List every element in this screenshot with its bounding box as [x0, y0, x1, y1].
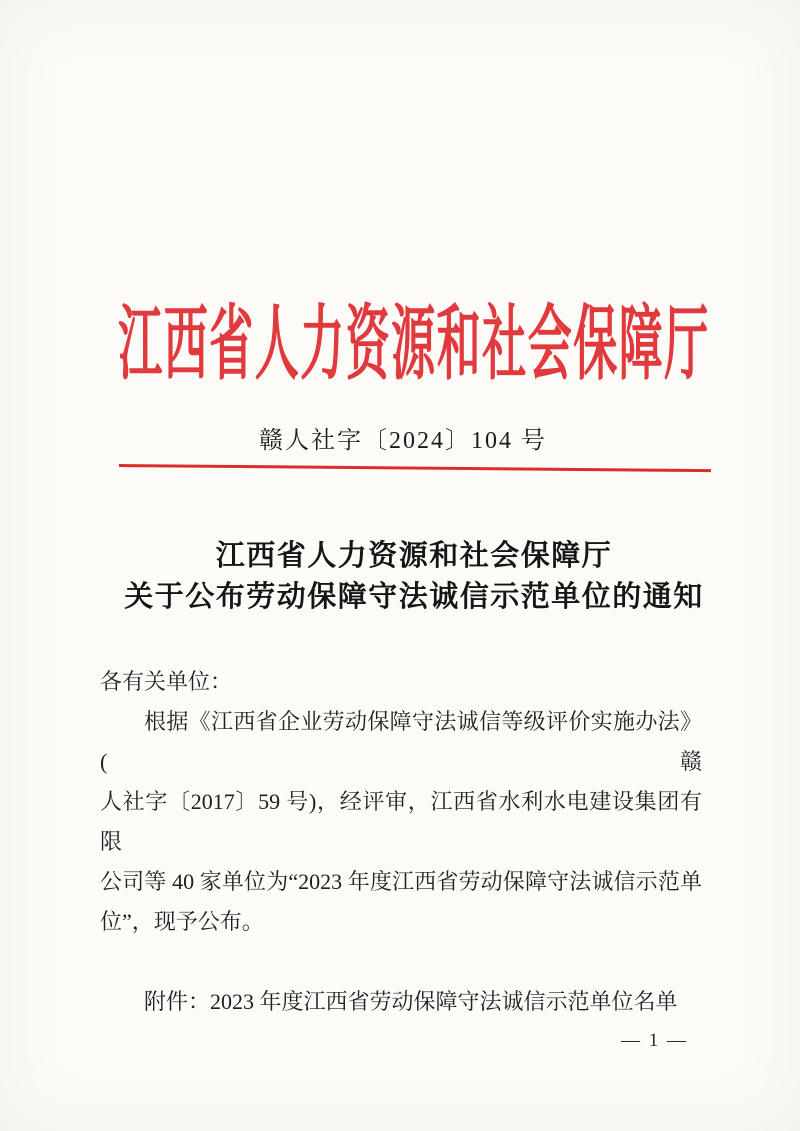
attachment-note: 附件：2023 年度江西省劳动保障守法诚信示范单位名单: [144, 989, 678, 1014]
notice-body: [100, 662, 702, 1022]
red-divider-line: [119, 464, 711, 472]
notice-title-line-2: 关于公布劳动保障守法诚信示范单位的通知: [124, 581, 704, 613]
page-number: — 1 —: [621, 1030, 688, 1051]
salutation: 各有关单位：: [100, 669, 233, 694]
paragraph-line: 位”，现予公布。: [100, 909, 264, 934]
paragraph-line: 根据《江西省企业劳动保障守法诚信等级评价实施办法》(赣: [100, 709, 702, 774]
paragraph-line: 人社字〔2017〕59 号)，经评审，江西省水利水电建设集团有限: [100, 789, 702, 854]
notice-paragraph: [100, 702, 702, 942]
paragraph-line: 公司等 40 家单位为“2023 年度江西省劳动保障守法诚信示范单: [100, 869, 702, 894]
notice-title: [14, 536, 800, 618]
document-number: 赣人社字〔2024〕104 号: [259, 428, 547, 454]
letterhead-agency-name: 江西省人力资源和社会保障厅: [118, 299, 710, 390]
notice-title-line-1: 江西省人力资源和社会保障厅: [215, 540, 613, 572]
